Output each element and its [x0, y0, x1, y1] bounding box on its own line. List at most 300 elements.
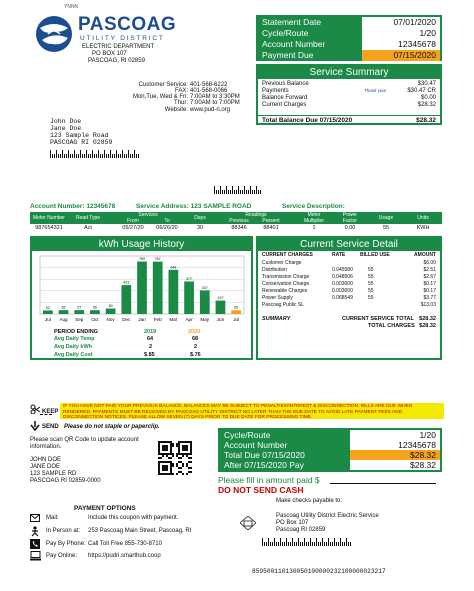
chart-data-label: 423	[123, 280, 130, 285]
barcode-bar	[214, 186, 215, 194]
qr-module	[190, 451, 192, 453]
qr-instruction: Please scan QR Code to update account information.	[30, 437, 139, 450]
detail-summary-label: SUMMARY	[262, 316, 291, 322]
qr-module	[176, 445, 178, 447]
qr-module	[184, 447, 186, 449]
barcode-bar	[50, 150, 51, 158]
chart-bar	[231, 310, 241, 314]
utility-subtitle: UTILITY DISTRICT	[80, 35, 165, 42]
mh-from: From	[127, 218, 139, 224]
qr-module	[190, 467, 192, 469]
remit-account: 12345678	[398, 440, 436, 450]
barcode-bar	[276, 542, 277, 546]
barcode-bar	[242, 190, 243, 194]
qr-module	[188, 471, 190, 473]
qr-module	[162, 461, 164, 463]
qr-module	[172, 463, 174, 465]
prev-balance: $30.47	[417, 81, 436, 87]
total-charges-label: TOTAL CHARGES	[368, 323, 415, 329]
qr-module	[158, 445, 160, 447]
detail-name: Distribution	[262, 267, 288, 273]
qr-code[interactable]	[158, 441, 192, 475]
barcode-bar	[318, 542, 319, 546]
detail-use: 55	[368, 295, 374, 301]
qr-module	[170, 471, 172, 473]
barcode-bar	[346, 538, 347, 546]
chart-tick-label: Oct	[91, 317, 99, 322]
barcode-bar	[232, 186, 233, 194]
barcode-bar	[126, 154, 127, 158]
qr-module	[162, 449, 164, 451]
qr-module	[172, 443, 174, 445]
barcode-bar	[72, 154, 73, 158]
chart-bar	[137, 262, 147, 314]
qr-module	[162, 441, 164, 443]
detail-amount: $6.00	[423, 260, 436, 266]
online-url[interactable]: https://pudri.smarthub.coop	[88, 553, 161, 559]
read-type: Act	[84, 225, 92, 231]
barcode-bar	[116, 150, 117, 158]
service-summary	[256, 64, 442, 125]
detail-rate: 0.003000	[332, 288, 353, 294]
barcode-bar	[260, 190, 261, 194]
barcode-bar	[300, 542, 301, 546]
scan-line: 859500110130050100000232100000023217	[252, 568, 386, 575]
qr-module	[170, 445, 172, 447]
qr-module	[170, 443, 172, 445]
account-number: 12345678	[398, 39, 436, 49]
statement-date: 07/01/2020	[393, 17, 436, 27]
qr-module	[164, 473, 166, 475]
account-number-label: Account Number	[262, 39, 326, 49]
qr-module	[176, 465, 178, 467]
qr-module	[186, 465, 188, 467]
qr-module	[166, 455, 168, 457]
qr-module	[170, 461, 172, 463]
barcode-bar	[240, 190, 241, 194]
mh-previous: Previous	[229, 218, 249, 224]
barcode-bar	[58, 154, 59, 158]
remit-cycle: 1/20	[419, 430, 436, 440]
cut-line	[40, 414, 52, 415]
barcode-bar	[230, 190, 231, 194]
qr-module	[168, 453, 170, 455]
barcode-bar	[282, 542, 283, 546]
barcode-bar	[114, 154, 115, 158]
barcode-bar	[122, 150, 123, 158]
barcode-bar	[110, 150, 111, 158]
qr-module	[182, 453, 184, 455]
barcode-bar	[134, 150, 135, 158]
dept-name: ELECTRIC DEPARTMENT	[82, 44, 155, 50]
qr-module	[170, 473, 172, 475]
chart-bar	[216, 301, 226, 314]
barcode-bar	[306, 542, 307, 546]
barcode-bar	[118, 154, 119, 158]
barcode-bar	[288, 542, 289, 546]
chart-data-label: 56	[92, 305, 97, 310]
qr-module	[172, 453, 174, 455]
chart-tick-label: Jul	[44, 317, 51, 322]
detail-title: Current Service Detail	[258, 238, 440, 251]
qr-module	[190, 443, 192, 445]
barcode-bar	[108, 154, 109, 158]
city-line: PASCOAG, RI 02859	[88, 58, 145, 64]
chart-bar	[121, 285, 131, 314]
qr-module	[172, 445, 174, 447]
remit-customer-1: JOHN DOE	[30, 457, 62, 463]
barcode-bar	[68, 150, 69, 158]
barcode-bar	[330, 542, 331, 546]
qr-module	[158, 473, 160, 475]
barcode-bar	[84, 154, 85, 158]
barcode-bar	[336, 542, 337, 546]
qr-module	[164, 453, 166, 455]
barcode-bar	[120, 154, 121, 158]
avg-kwh-2: 2	[194, 344, 198, 350]
qr-module	[176, 453, 178, 455]
chart-tick-label: Nov	[106, 317, 115, 322]
qr-module	[162, 469, 164, 471]
barcode-bar	[322, 538, 323, 546]
chart-data-label: 197	[217, 296, 224, 301]
service-from: 05/27/20	[122, 225, 144, 231]
mh-to: To	[164, 218, 170, 224]
barcode-bar	[262, 538, 263, 546]
qr-module	[180, 467, 182, 469]
barcode-bar	[234, 190, 235, 194]
detail-h-billed: BILLED USE	[360, 252, 390, 258]
send-label: SEND	[42, 424, 59, 430]
qr-module	[186, 473, 188, 475]
remit-total: $28.32	[410, 450, 436, 460]
barcode-bar	[258, 190, 259, 194]
qr-module	[188, 453, 190, 455]
late-payment-warning: IF YOU HAVE NOT PAID YOUR PREVIOUS BALANCE, BALANCES MAY BE SUBJECT TO PENALTIES/INTEREST & DISCONNECTION. BILLS ARE DUE WHEN RENDERED. PAYMENTS MUST BE RECEIVED BY PASCOAG UTILITY DISTRICT NO LATER THAN THE DUE DATE TO AVOID LATE PAYMENT FEES AND DISCONNECTION NOTICES. PLEASE ALLOW SEVEN (7) DAYS PRIOR TO DUE DATE FOR PROCESSING TIME.	[60, 403, 444, 419]
scissors-icon	[30, 404, 40, 414]
chart-data-label: 56	[61, 305, 66, 310]
online-label: Pay Online:	[46, 553, 78, 559]
qr-module	[158, 457, 160, 459]
mail-text: Include this coupon with payment.	[88, 515, 179, 521]
qr-module	[182, 465, 184, 467]
avg-cost-label: Avg Daily Cost	[54, 352, 93, 358]
avg-kwh-label: Avg Daily kWh	[54, 344, 92, 350]
qr-module	[188, 441, 190, 443]
barcode-bar	[82, 154, 83, 158]
barcode-bar	[112, 154, 113, 158]
barcode-bar	[350, 542, 351, 546]
qr-module	[190, 471, 192, 473]
usage-chart	[32, 252, 251, 326]
barcode-bar	[90, 154, 91, 158]
mh-services: Services	[138, 212, 158, 218]
qr-module	[166, 449, 168, 451]
detail-rate: 0.045580	[332, 267, 353, 273]
remit-account-label: Account Number	[224, 440, 288, 450]
barcode-bar	[138, 154, 139, 158]
barcode-bar	[252, 190, 253, 194]
balance-forward-label: Balance Forward	[262, 95, 308, 101]
detail-rate: 0.048506	[332, 274, 353, 280]
qr-module	[164, 445, 166, 447]
chart-bar	[59, 310, 69, 314]
customer-street: 123 Sample Road	[50, 132, 109, 139]
qr-module	[158, 441, 160, 443]
qr-module	[184, 445, 186, 447]
qr-module	[190, 453, 192, 455]
qr-module	[178, 453, 180, 455]
in-person-address: 253 Pascoag Main Street, Pascoag, RI	[88, 528, 192, 534]
qr-module	[170, 447, 172, 449]
barcode-bar	[216, 190, 217, 194]
payments-label: Payments	[262, 88, 289, 94]
chart-tick-label: Jul	[233, 317, 240, 322]
account-bar-number: Account Number: 12345678	[30, 203, 116, 210]
service-to: 06/26/20	[156, 225, 178, 231]
barcode-bar	[312, 542, 313, 546]
customer-name-2: Jane Doe	[50, 125, 82, 132]
phone-icon	[30, 539, 40, 549]
qr-module	[158, 467, 160, 469]
avg-temp-2: 68	[192, 336, 199, 342]
detail-name: Customer Charge	[262, 260, 302, 266]
barcode-bar	[56, 150, 57, 158]
detail-amount: $0.17	[423, 288, 436, 294]
qr-module	[184, 453, 186, 455]
payment-due-label: Payment Due	[262, 50, 314, 60]
mail-stamp-icon	[240, 516, 256, 530]
qr-module	[166, 465, 168, 467]
qr-module	[172, 455, 174, 457]
customer-city: PASCOAG RI 02859	[50, 139, 113, 146]
qr-module	[170, 467, 172, 469]
qr-module	[176, 463, 178, 465]
chart-data-label: 57	[77, 305, 82, 310]
qr-module	[166, 473, 168, 475]
barcode-bar	[88, 154, 89, 158]
barcode-bar	[92, 150, 93, 158]
qr-module	[186, 449, 188, 451]
statement-box	[256, 15, 442, 61]
barcode-bar	[132, 154, 133, 158]
usage-history-box	[30, 236, 253, 360]
qr-module	[186, 453, 188, 455]
barcode-bar	[128, 150, 129, 158]
service-detail-box	[256, 236, 442, 360]
barcode-bar	[236, 190, 237, 194]
barcode-bar	[130, 154, 131, 158]
barcode-bar	[332, 542, 333, 546]
detail-name: Conservation Charge	[262, 281, 310, 287]
qr-module	[178, 447, 180, 449]
current-charges-label: Current Charges	[262, 102, 307, 108]
chart-bar	[90, 310, 100, 314]
qr-module	[168, 461, 170, 463]
qr-module	[158, 447, 160, 449]
barcode-bar	[296, 542, 297, 546]
barcode-bar	[224, 190, 225, 194]
mh-power-factor: Power Factor	[342, 212, 358, 224]
barcode-bar	[250, 186, 251, 194]
chart-bar	[169, 270, 179, 314]
chart-data-label: 52	[45, 305, 50, 310]
meter-multiplier: 1	[312, 225, 316, 231]
detail-use: 55	[368, 288, 374, 294]
barcode-bar	[62, 150, 63, 158]
barcode-bar	[100, 154, 101, 158]
barcode-bar	[326, 542, 327, 546]
qr-module	[162, 467, 164, 469]
qr-module	[160, 441, 162, 443]
qr-module	[182, 447, 184, 449]
barcode-bar	[308, 542, 309, 546]
doc-code: YNNN	[64, 4, 79, 10]
qr-module	[186, 455, 188, 457]
barcode-bar	[294, 542, 295, 546]
barcode-bar	[340, 538, 341, 546]
qr-module	[178, 471, 180, 473]
qr-module	[178, 451, 180, 453]
chart-tick-label: May	[200, 317, 210, 322]
qr-module	[190, 445, 192, 447]
detail-use: 55	[368, 274, 374, 280]
barcode-bar	[244, 186, 245, 194]
chart-tick-label: Dec	[122, 317, 131, 322]
qr-module	[180, 471, 182, 473]
barcode-bar	[286, 538, 287, 546]
barcode-bar	[280, 538, 281, 546]
qr-module	[168, 457, 170, 459]
detail-h-amount: AMOUNT	[414, 252, 436, 258]
barcode-bar	[64, 154, 65, 158]
qr-module	[182, 449, 184, 451]
period-year2: 2020	[188, 329, 201, 335]
detail-amount: $2.51	[423, 267, 436, 273]
barcode-bar	[98, 150, 99, 158]
po-box: PO BOX 107	[92, 51, 127, 57]
total-balance: $28.32	[416, 117, 436, 124]
avg-temp-label: Avg Daily Temp	[54, 336, 95, 342]
qr-module	[166, 445, 168, 447]
qr-module	[176, 455, 178, 457]
service-address: Service Address: 123 SAMPLE ROAD	[136, 203, 252, 210]
cycle-route: 1/20	[419, 28, 436, 38]
barcode-bar	[290, 542, 291, 546]
qr-module	[160, 473, 162, 475]
barcode-bar	[284, 542, 285, 546]
usage-history-title: kWh Usage History	[32, 238, 251, 251]
chart-data-label: 55	[234, 305, 239, 310]
qr-module	[166, 453, 168, 455]
barcode-bar	[304, 538, 305, 546]
qr-module	[182, 463, 184, 465]
qr-module	[184, 441, 186, 443]
barcode-bar	[104, 150, 105, 158]
qr-module	[180, 441, 182, 443]
barcode-bar	[96, 154, 97, 158]
barcode-bar	[292, 538, 293, 546]
cycle-route-label: Cycle/Route	[262, 28, 309, 38]
no-cash-warning: DO NOT SEND CASH	[218, 485, 304, 495]
payment-options-title: PAYMENT OPTIONS	[74, 505, 136, 512]
cs-phone: 401-568-6222	[190, 82, 228, 88]
detail-amount: $2.67	[423, 274, 436, 280]
tracking-barcode	[214, 186, 262, 194]
qr-module	[164, 441, 166, 443]
barcode-bar	[344, 542, 345, 546]
qr-module	[160, 457, 162, 459]
qr-module	[180, 461, 182, 463]
qr-module	[190, 449, 192, 451]
remit-total-label: Total Due 07/15/2020	[224, 450, 305, 460]
payee-barcode	[262, 538, 352, 546]
computer-icon	[30, 551, 41, 561]
qr-module	[170, 457, 172, 459]
barcode-bar	[238, 186, 239, 194]
barcode-bar	[222, 190, 223, 194]
service-days: 30	[196, 225, 204, 231]
mh-days: Days	[194, 215, 206, 221]
chart-bar	[74, 310, 84, 314]
qr-module	[170, 469, 172, 471]
barcode-bar	[124, 154, 125, 158]
qr-module	[162, 453, 164, 455]
barcode-bar	[248, 190, 249, 194]
qr-module	[166, 469, 168, 471]
phone-number[interactable]: Call Toll Free 855-730-8710	[88, 541, 162, 547]
fill-amount-label: Please fill in amount paid $	[218, 475, 320, 485]
mh-read-type: Read Type	[75, 215, 101, 221]
mh-units: Units	[417, 215, 429, 221]
present-reading: 88401	[263, 225, 279, 231]
current-service-total: $28.32	[419, 316, 436, 322]
detail-rate: 0.068549	[332, 295, 353, 301]
barcode-bar	[256, 186, 257, 194]
period-year1: 2019	[144, 329, 157, 335]
remit-customer-2: JANE DOE	[30, 464, 61, 470]
amount-paid-field[interactable]	[330, 483, 436, 484]
barcode-bar	[70, 154, 71, 158]
chart-tick-label: Jan	[138, 317, 146, 322]
qr-module	[166, 441, 168, 443]
mail-label: Mail:	[46, 515, 59, 521]
qr-module	[166, 447, 168, 449]
barcode-bar	[264, 542, 265, 546]
avg-temp-1: 64	[147, 336, 154, 342]
qr-module	[166, 461, 168, 463]
qr-module	[190, 441, 192, 443]
qr-module	[170, 449, 172, 451]
mail-icon	[30, 514, 40, 522]
detail-use: 55	[368, 281, 374, 287]
detail-rate: 0.003000	[332, 281, 353, 287]
qr-module	[190, 457, 192, 459]
qr-module	[162, 455, 164, 457]
period-label: PERIOD ENDING	[54, 329, 99, 335]
qr-module	[164, 461, 166, 463]
qr-module	[162, 445, 164, 447]
barcode-bar	[298, 538, 299, 546]
qr-module	[162, 465, 164, 467]
cs-phone-label: Customer Service:	[138, 82, 188, 88]
person-walking-icon	[30, 526, 40, 537]
qr-module	[180, 453, 182, 455]
customer-name-1: John Doe	[50, 118, 82, 125]
barcode-bar	[106, 154, 107, 158]
payable-to-label: Make checks payable to:	[276, 498, 343, 504]
detail-use: 55	[368, 267, 374, 273]
